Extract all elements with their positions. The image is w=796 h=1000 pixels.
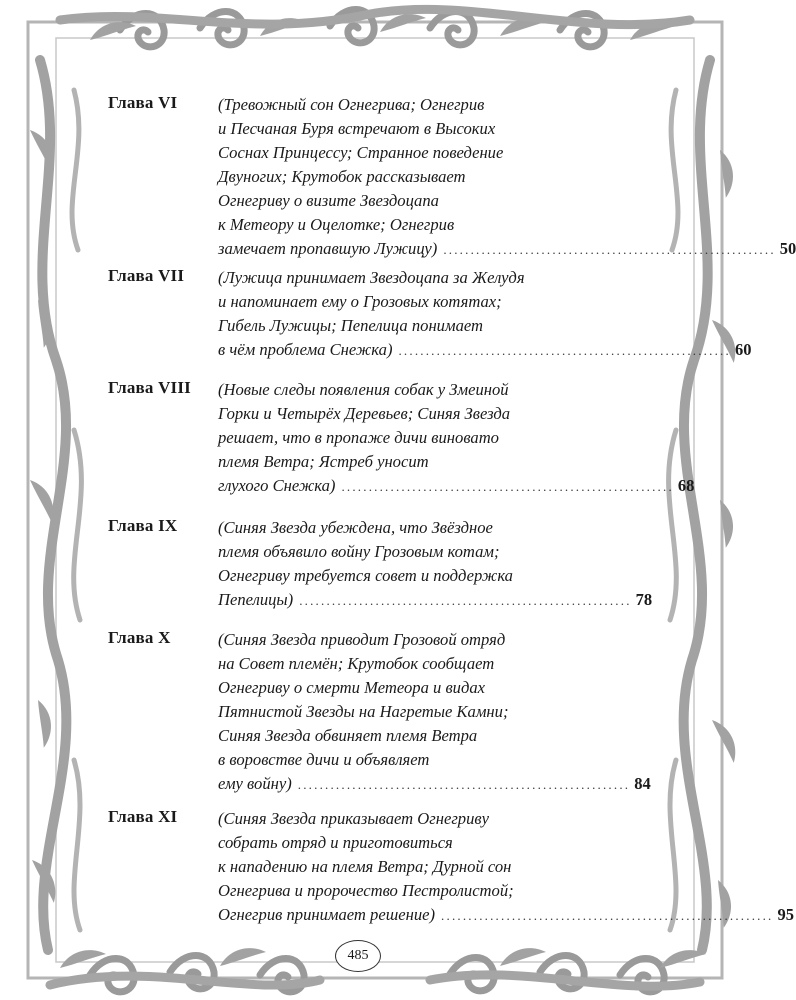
page-reference: 95 (777, 905, 794, 924)
dot-leader: ............................................................. (441, 908, 774, 923)
summary-last-line (218, 772, 651, 797)
summary-line: Огнегриву о смерти Метеора и видах (218, 678, 486, 697)
summary-line: к нападению на племя Ветра; Дурной сон (218, 857, 512, 876)
summary-line: Гибель Лужицы; Пепелица понимает (218, 316, 483, 335)
chapter-label: Глава X (108, 628, 171, 647)
summary-line: в воровстве дичи и объявляет (218, 750, 430, 769)
summary-last-line (218, 588, 653, 613)
chapter-summary (218, 93, 796, 262)
summary-line: и Песчаная Буря встречают в Высоких (218, 119, 496, 138)
summary-line: в чём проблема Снежка) (218, 340, 393, 359)
summary-line: Синяя Звезда обвиняет племя Ветра (218, 726, 478, 745)
summary-line: (Новые следы появления собак у Змеиной (218, 380, 509, 399)
summary-last-line (218, 903, 794, 928)
summary-last-line (218, 474, 695, 499)
summary-line: и напоминает ему о Грозовых котятах; (218, 292, 502, 311)
chapter-label: Глава VIII (108, 378, 191, 397)
chapter-summary (218, 628, 651, 797)
page-reference: 50 (779, 239, 796, 258)
chapter-label: Глава VI (108, 93, 178, 112)
summary-line: к Метеору и Оцелотке; Огнегрив (218, 215, 455, 234)
summary-line: племя объявило войну Грозовым котам; (218, 542, 500, 561)
summary-line: замечает пропавшую Лужицу) (218, 239, 438, 258)
summary-line: (Тревожный сон Огнегрива; Огнегрив (218, 95, 485, 114)
page-number: 485 (335, 940, 381, 972)
summary-line: Огнегрив принимает решение) (218, 905, 436, 924)
chapter-label: Глава IX (108, 516, 178, 535)
dot-leader: ............................................................. (443, 242, 776, 257)
dot-leader: ............................................................. (398, 343, 731, 358)
summary-line: на Совет племён; Крутобок сообщает (218, 654, 495, 673)
page-reference: 78 (635, 590, 653, 609)
summary-line: Двуногих; Крутобок рассказывает (218, 167, 466, 186)
summary-line: Соснах Принцессу; Странное поведение (218, 143, 504, 162)
summary-line: Огнегрива и пророчество Пестролистой; (218, 881, 514, 900)
summary-last-line (218, 338, 752, 363)
dot-leader: ............................................................. (297, 777, 631, 792)
chapter-summary (218, 266, 752, 363)
chapter-label: Глава VII (108, 266, 185, 285)
dot-leader: ............................................................. (299, 593, 632, 608)
summary-line: (Лужица принимает Звездоцапа за Желудя (218, 268, 525, 287)
chapter-summary (218, 378, 695, 499)
summary-line: Пятнистой Звезды на Нагретые Камни; (218, 702, 509, 721)
page-reference: 84 (634, 774, 651, 793)
summary-line: (Синяя Звезда убеждена, что Звёздное (218, 518, 493, 537)
summary-line: (Синяя Звезда приводит Грозовой отряд (218, 630, 506, 649)
page-reference: 68 (677, 476, 695, 495)
summary-line: глухого Снежка) (218, 476, 336, 495)
summary-line: Огнегриву требуется совет и поддержка (218, 566, 513, 585)
page-reference: 60 (734, 340, 752, 359)
summary-line: собрать отряд и приготовиться (218, 833, 453, 852)
summary-line: ему войну) (218, 774, 292, 793)
summary-line: Пепелицы) (218, 590, 294, 609)
summary-line: Огнегриву о визите Звездоцапа (218, 191, 439, 210)
summary-last-line (218, 237, 796, 262)
dot-leader: ............................................................. (341, 479, 674, 494)
summary-line: Горки и Четырёх Деревьев; Синяя Звезда (218, 404, 511, 423)
summary-line: решает, что в пропаже дичи виновато (218, 428, 499, 447)
chapter-summary (218, 807, 794, 928)
chapter-summary (218, 516, 653, 613)
summary-line: (Синяя Звезда приказывает Огнегриву (218, 809, 489, 828)
chapter-label: Глава XI (108, 807, 178, 826)
summary-line: племя Ветра; Ястреб уносит (218, 452, 429, 471)
